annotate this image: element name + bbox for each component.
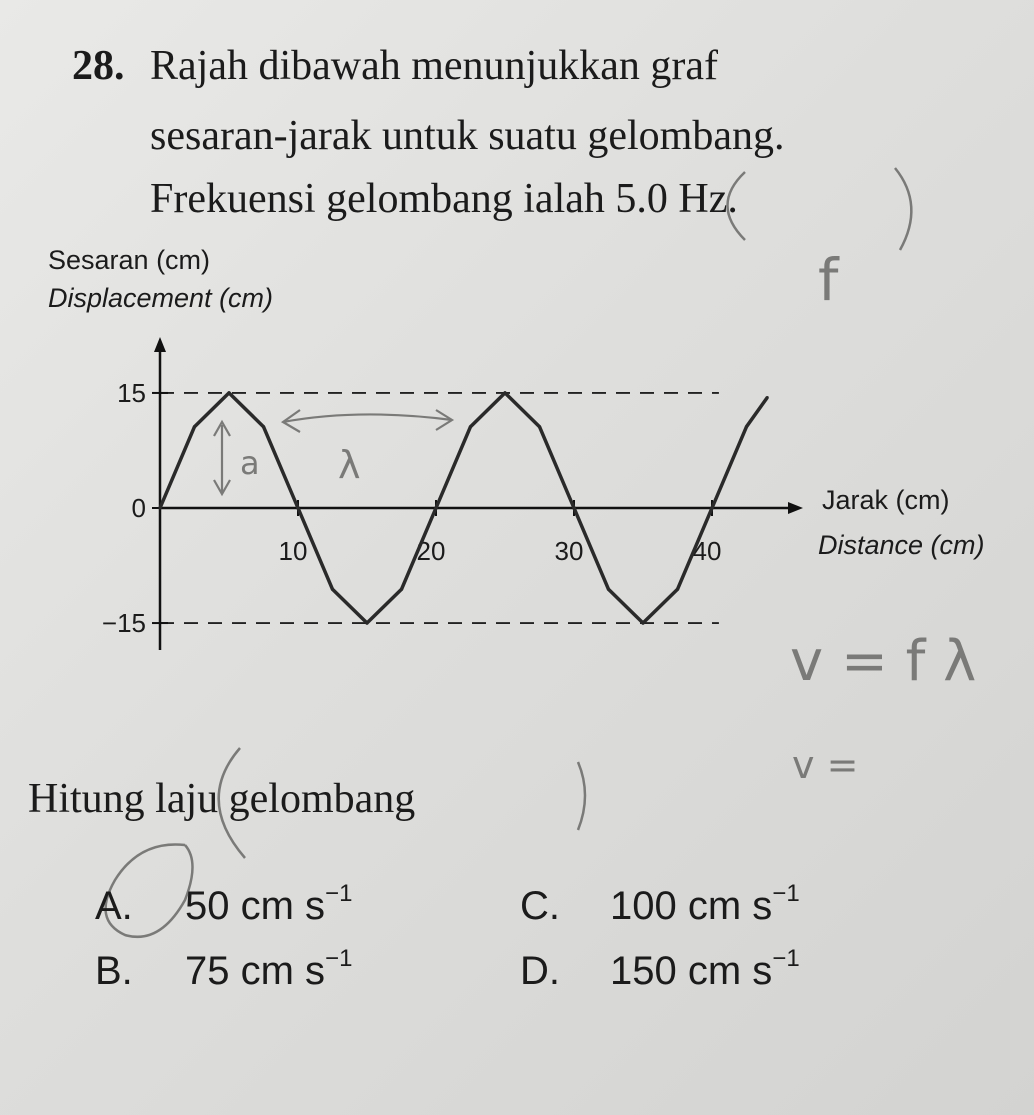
option-letter: A. — [95, 884, 133, 928]
wave-point — [262, 425, 265, 428]
bracket-right-frequency — [895, 168, 911, 250]
y-tick-label: 0 — [131, 493, 146, 523]
option-letter: D. — [520, 949, 560, 993]
y-tick-label: 15 — [117, 377, 146, 408]
wave-point — [296, 506, 299, 509]
option-exponent: −1 — [772, 945, 800, 972]
amplitude-arrow — [214, 422, 230, 494]
wave-point — [158, 506, 161, 509]
x-tick-label: 30 — [554, 536, 584, 566]
wave-point — [572, 506, 575, 509]
option-value: 75 cm s — [185, 949, 326, 993]
wave-point — [710, 506, 713, 509]
option-a[interactable] — [95, 880, 352, 929]
wavelength-arrow — [283, 414, 452, 422]
x-axis-arrow — [788, 502, 803, 514]
x-tick-label: 10 — [278, 536, 308, 566]
handwritten-v-equals: v = — [792, 743, 859, 787]
wave-point — [676, 588, 679, 591]
wave-point — [538, 425, 541, 428]
wave-point — [766, 396, 769, 399]
question-number: 28. — [72, 43, 125, 89]
wave-point — [227, 391, 230, 394]
option-c[interactable] — [520, 880, 800, 929]
y-axis-label-english: Displacement (cm) — [48, 283, 274, 313]
wave-point — [607, 588, 610, 591]
y-axis-arrow — [154, 337, 166, 352]
x-axis-label-malay: Jarak (cm) — [822, 485, 950, 515]
question-line-1: Rajah dibawah menunjukkan graf — [150, 43, 718, 89]
option-exponent: −1 — [325, 880, 353, 907]
option-value: 150 cm s — [610, 949, 773, 993]
option-value: 50 cm s — [185, 884, 326, 928]
option-value: 100 cm s — [610, 884, 773, 928]
question-line-3: Frekuensi gelombang ialah 5.0 Hz. — [150, 176, 738, 222]
handwritten-lambda: λ — [338, 443, 361, 487]
handwritten-a: a — [240, 444, 260, 482]
y-axis-label-malay: Sesaran (cm) — [48, 245, 211, 275]
handwritten-f: f — [818, 246, 839, 314]
option-exponent: −1 — [325, 945, 353, 972]
wave-point — [434, 506, 437, 509]
option-b[interactable] — [95, 945, 352, 994]
x-tick-label: 20 — [416, 536, 446, 566]
wave-point — [503, 391, 506, 394]
wave-point — [469, 425, 472, 428]
question-line-2: sesaran-jarak untuk suatu gelombang. — [150, 113, 785, 159]
wave-point — [365, 621, 368, 624]
bracket-right-prompt — [578, 762, 585, 830]
wave-point — [641, 621, 644, 624]
bracket-left-frequency — [728, 172, 746, 240]
x-tick-label: 40 — [692, 536, 722, 566]
question-prompt: Hitung laju gelombang — [28, 776, 416, 822]
option-letter: C. — [520, 884, 560, 928]
option-d[interactable] — [520, 945, 800, 994]
wave-point — [193, 425, 196, 428]
y-tick-label: −15 — [101, 608, 146, 639]
wave-point — [331, 588, 334, 591]
wave-point — [400, 588, 403, 591]
handwritten-formula: v = f λ — [790, 629, 977, 694]
option-exponent: −1 — [772, 880, 800, 907]
wave-point — [745, 425, 748, 428]
x-axis-label-english: Distance (cm) — [818, 530, 985, 560]
option-letter: B. — [95, 949, 133, 993]
